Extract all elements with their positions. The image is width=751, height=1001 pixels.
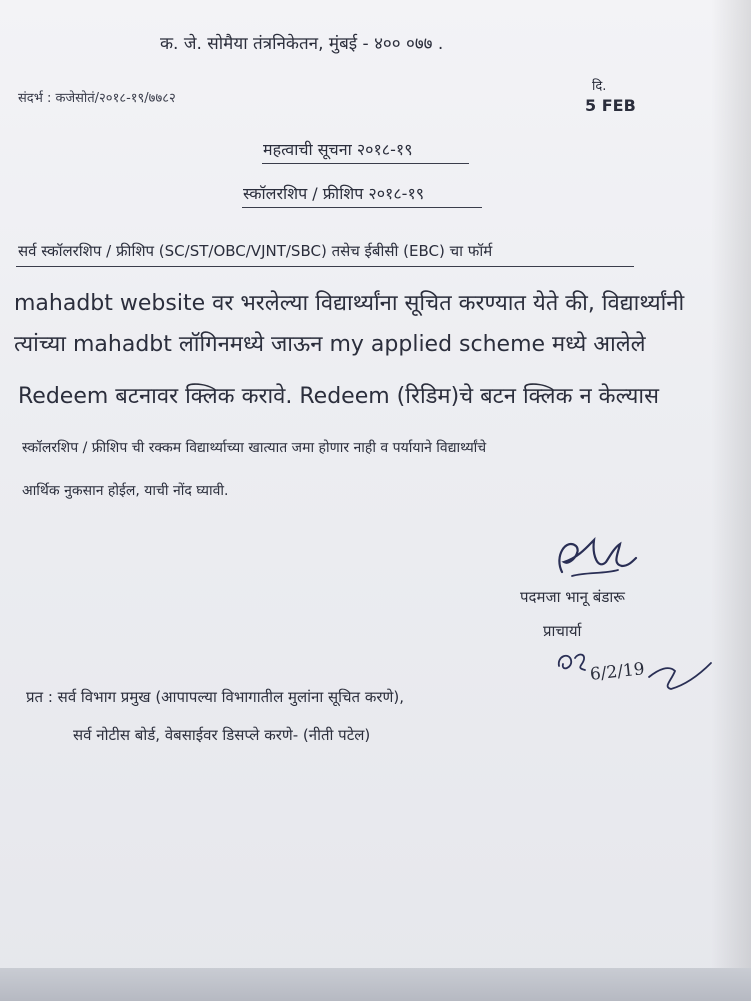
page-edge-shadow — [711, 0, 751, 1001]
notice-title: महत्वाची सूचना २०१८-१९ — [263, 140, 413, 159]
handwritten-stroke — [645, 655, 715, 695]
notice-body-line: सर्व स्कॉलरशिप / फ्रीशिप (SC/ST/OBC/VJNT/SBC) तसेच ईबीसी (EBC) चा फॉर्म — [18, 242, 493, 260]
notice-body-line: mahadbt website वर भरलेल्या विद्यार्थ्यांना सूचित करण्यात येते की, विद्यार्थ्यांनी — [14, 291, 685, 316]
notice-subject: स्कॉलरशिप / फ्रीशिप २०१८-१९ — [243, 184, 425, 203]
date-stamp: 5 FEB — [585, 96, 636, 115]
notice-body-line: स्कॉलरशिप / फ्रीशिप ची रक्कम विद्यार्थ्याच्या खात्यात जमा होणार नाही व पर्यायाने विद्यार्थ्यांचे — [22, 440, 487, 456]
notice-body-line: त्यांच्या mahadbt लॉगिनमध्ये जाऊन my applied scheme मध्ये आलेले — [14, 332, 646, 357]
notice-body-line: Redeem बटनावर क्लिक करावे. Redeem (रिडिम)चे बटन क्लिक न केल्यास — [18, 384, 659, 409]
principal-signature — [548, 532, 638, 588]
date-prefix: दि. — [592, 79, 607, 94]
body-first-line-underline — [16, 266, 634, 267]
signatory-name: पदमजा भानू बंडारू — [520, 588, 625, 606]
handwritten-date: 6/2/19 — [589, 659, 646, 685]
title-underline — [262, 163, 469, 164]
notice-body-line: आर्थिक नुकसान होईल, याची नोंद घ्यावी. — [22, 483, 229, 499]
subject-underline — [242, 207, 482, 208]
copy-to-line: प्रत : सर्व विभाग प्रमुख (आपापल्या विभागातील मुलांना सूचित करणे), — [26, 688, 405, 706]
background-surface — [0, 968, 751, 1001]
reference-number: संदर्भ : कजेसोतं/२०१८-१९/७७८२ — [18, 91, 176, 106]
copy-to-line: सर्व नोटीस बोर्ड, वेबसाईवर डिसप्ले करणे- (नीती पटेल) — [73, 726, 371, 744]
letterhead-institution: क. जे. सोमैया तंत्रनिकेतन, मुंबई - ४०० ०७७ . — [160, 34, 444, 54]
signatory-designation: प्राचार्या — [543, 622, 582, 640]
